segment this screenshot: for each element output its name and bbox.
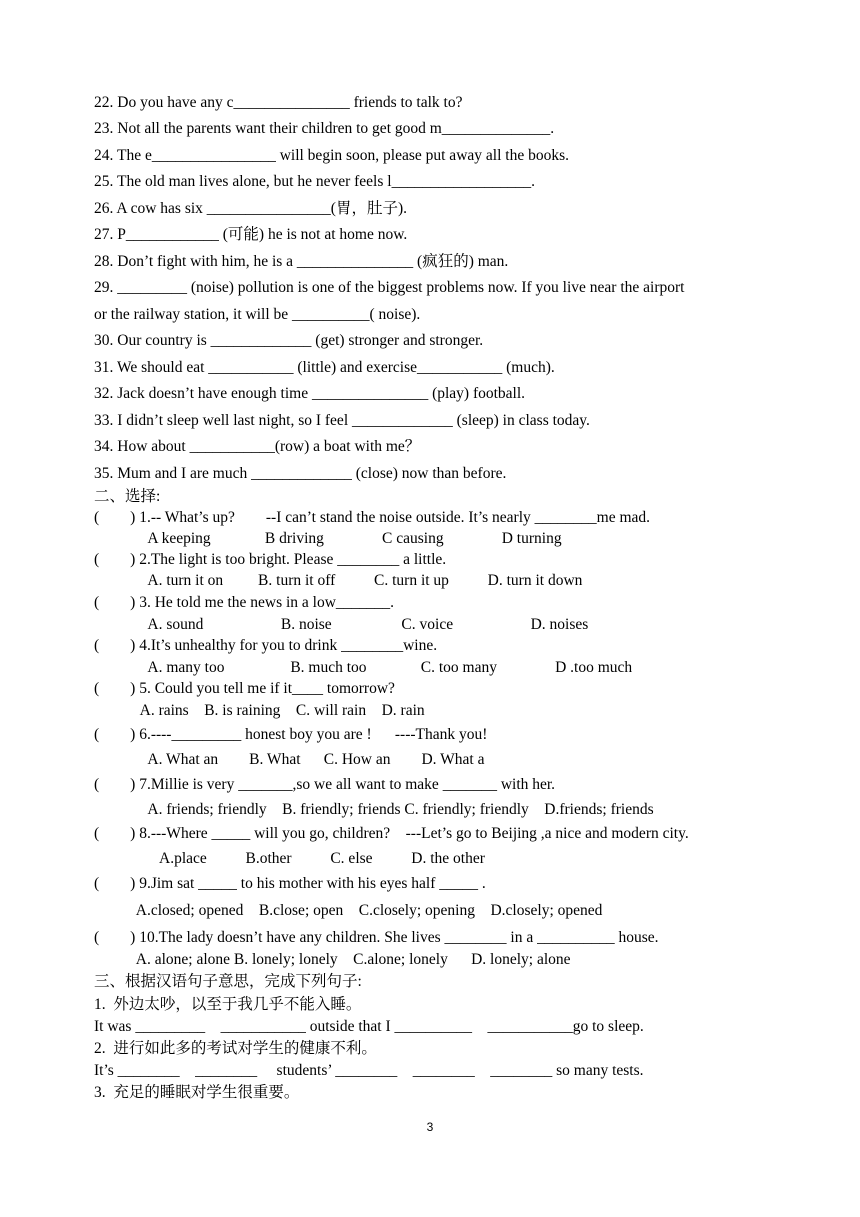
- options-line: A. many too B. much too C. too many D .too much: [94, 659, 633, 676]
- fill-in-line: It was _________ ___________ outside that I __________ ___________go to sleep.: [94, 1018, 644, 1035]
- options-line: A. rains B. is raining C. will rain D. rain: [94, 702, 425, 719]
- question-line: ( ) 4.It’s unhealthy for you to drink ________wine.: [94, 637, 438, 654]
- question-line: ( ) 2.The light is too bright. Please ________ a little.: [94, 551, 447, 568]
- text-line: or the railway station, it will be __________( noise).: [94, 306, 421, 323]
- text-line: 28. Don’t fight with him, he is a _______________ (疯狂的) man.: [94, 253, 509, 270]
- section-heading: 三、根据汉语句子意思，完成下列句子:: [94, 973, 362, 990]
- text-line: 23. Not all the parents want their children to get good m______________.: [94, 120, 555, 137]
- text-line: 26. A cow has six ________________(胃，肚子).: [94, 200, 408, 217]
- text-line: 33. I didn’t sleep well last night, so I feel _____________ (sleep) in class today.: [94, 412, 590, 429]
- question-line: ( ) 5. Could you tell me if it____ tomorrow?: [94, 680, 395, 697]
- question-line: ( ) 1.-- What’s up? --I can’t stand the noise outside. It’s nearly ________me mad.: [94, 509, 651, 526]
- text-line: 22. Do you have any c_______________ friends to talk to?: [94, 94, 463, 111]
- text-line: 27. P____________ (可能) he is not at home now.: [94, 226, 408, 243]
- chinese-prompt: 1. 外边太吵，以至于我几乎不能入睡。: [94, 996, 362, 1013]
- text-line: 29. _________ (noise) pollution is one of the biggest problems now. If you live near the airport: [94, 279, 685, 296]
- question-line: ( ) 10.The lady doesn’t have any children. She lives ________ in a __________ house.: [94, 929, 659, 946]
- options-line: A.closed; opened B.close; open C.closely; opening D.closely; opened: [94, 902, 603, 919]
- options-line: A. friends; friendly B. friendly; friends C. friendly; friendly D.friends; friends: [94, 801, 654, 818]
- text-line: 34. How about ___________(row) a boat with me？: [94, 438, 421, 455]
- text-line: 25. The old man lives alone, but he never feels l__________________.: [94, 173, 535, 190]
- text-line: 31. We should eat ___________ (little) and exercise___________ (much).: [94, 359, 555, 376]
- question-line: ( ) 3. He told me the news in a low_______.: [94, 594, 395, 611]
- text-line: 24. The e________________ will begin soon, please put away all the books.: [94, 147, 569, 164]
- options-line: A.place B.other C. else D. the other: [94, 850, 485, 867]
- options-line: A. alone; alone B. lonely; lonely C.alone; lonely D. lonely; alone: [94, 951, 571, 968]
- options-line: A. turn it on B. turn it off C. turn it up D. turn it down: [94, 572, 583, 589]
- chinese-prompt: 2. 进行如此多的考试对学生的健康不利。: [94, 1040, 377, 1057]
- text-line: 30. Our country is _____________ (get) stronger and stronger.: [94, 332, 484, 349]
- text-line: 32. Jack doesn’t have enough time _______________ (play) football.: [94, 385, 526, 402]
- question-line: ( ) 7.Millie is very _______,so we all want to make _______ with her.: [94, 776, 556, 793]
- question-line: ( ) 6.----_________ honest boy you are ! ----Thank you!: [94, 726, 488, 743]
- options-line: A. sound B. noise C. voice D. noises: [94, 616, 589, 633]
- page-number: 3: [426, 1120, 434, 1134]
- options-line: A keeping B driving C causing D turning: [94, 530, 562, 547]
- question-line: ( ) 8.---Where _____ will you go, children? ---Let’s go to Beijing ,a nice and modern city.: [94, 825, 689, 842]
- options-line: A. What an B. What C. How an D. What a: [94, 751, 485, 768]
- text-line: 35. Mum and I are much _____________ (close) now than before.: [94, 465, 507, 482]
- chinese-prompt: 3. 充足的睡眠对学生很重要。: [94, 1084, 300, 1101]
- section-heading: 二、选择:: [94, 488, 161, 505]
- question-line: ( ) 9.Jim sat _____ to his mother with his eyes half _____ .: [94, 875, 486, 892]
- fill-in-line: It’s ________ ________ students’ ________ ________ ________ so many tests.: [94, 1062, 644, 1079]
